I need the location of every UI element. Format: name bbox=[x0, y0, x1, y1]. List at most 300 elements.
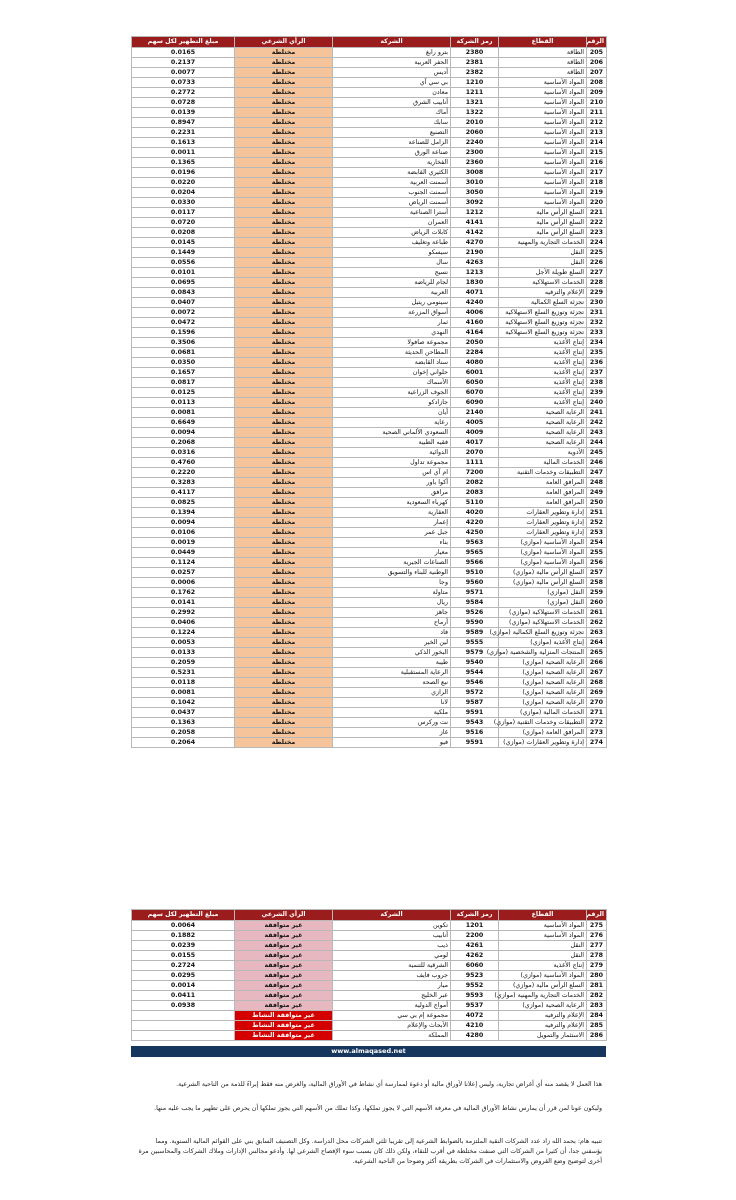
row-number: 236 bbox=[587, 358, 607, 368]
row-opinion: مختلطة bbox=[235, 628, 333, 638]
row-amount bbox=[132, 1021, 235, 1031]
row-code: 9516 bbox=[451, 728, 499, 738]
purpose-note: وليكون عونا لمن قرر أن يمارس نشاط الأوراق المالية في معرفة الأسهم التي لا يجوز تملكها، وكذا تملك من الأسهم التي يجوز تملكها أن يحرص على تطهير ما يجب عليه منها. bbox=[154, 1105, 602, 1112]
row-amount: 0.0064 bbox=[132, 921, 235, 931]
table-row bbox=[132, 578, 607, 588]
row-sector: الطاقة bbox=[499, 48, 587, 58]
row-number: 275 bbox=[587, 921, 607, 931]
row-number: 243 bbox=[587, 428, 607, 438]
row-company: الشرقية للتنمية bbox=[333, 961, 451, 971]
row-sector: إنتاج الأغذية bbox=[499, 398, 587, 408]
table-row bbox=[132, 931, 607, 941]
row-opinion: مختلطة bbox=[235, 168, 333, 178]
row-opinion: غير متوافقة النشاط bbox=[235, 1011, 333, 1021]
row-opinion: مختلطة bbox=[235, 438, 333, 448]
row-company: العربية bbox=[333, 288, 451, 298]
row-company: إعمار bbox=[333, 518, 451, 528]
row-sector: الرعاية الصحية (موازي) bbox=[499, 658, 587, 668]
table-row bbox=[132, 568, 607, 578]
row-company: أسواق المزرعة bbox=[333, 308, 451, 318]
table-row bbox=[132, 388, 607, 398]
row-number: 250 bbox=[587, 498, 607, 508]
table-row bbox=[132, 438, 607, 448]
row-code: 9526 bbox=[451, 608, 499, 618]
row-opinion: مختلطة bbox=[235, 58, 333, 68]
row-number: 278 bbox=[587, 951, 607, 961]
row-number: 225 bbox=[587, 248, 607, 258]
row-opinion: مختلطة bbox=[235, 488, 333, 498]
table-row bbox=[132, 538, 607, 548]
table-row bbox=[132, 168, 607, 178]
row-code: 9593 bbox=[451, 991, 499, 1001]
row-sector: تجزئة وتوزيع السلع الاستهلاكية bbox=[499, 328, 587, 338]
row-sector: تجزئة وتوزيع السلع الاستهلاكية bbox=[499, 318, 587, 328]
row-amount: 0.0081 bbox=[132, 408, 235, 418]
row-company: ملكية bbox=[333, 708, 451, 718]
row-sector: المواد الأساسية bbox=[499, 158, 587, 168]
important-note: تنبيه هام: بحمد الله زاد عدد الشركات النقية الملتزمة بالضوابط الشرعية إلى تقريبا ثلثي الشركات محل الدراسة. وكل التصنيف السابق بني على القوائم المالية السنوية. ومما يؤسفني جدا، أن كثيرا من الشركات التي صنفت مختلطة في أقرب للنقاء، ولكن ذلك كان بسبب سوء الإفصاح الشرعي لها. وأدعو مجالس الإدارات وملاك الشركات والمحاسبين مرة أخرى لتوضيح وضع القروض والاستثمارات في الشركات بطريقة أكثر وضوحا من الناحية الشرعية. bbox=[138, 1138, 602, 1165]
row-company: الوطنية للبناء والتسويق bbox=[333, 568, 451, 578]
row-opinion: مختلطة bbox=[235, 338, 333, 348]
row-amount: 0.0196 bbox=[132, 168, 235, 178]
row-number: 256 bbox=[587, 558, 607, 568]
row-company: بترو رابغ bbox=[333, 48, 451, 58]
row-company: أنابيب الشرق bbox=[333, 98, 451, 108]
row-number: 240 bbox=[587, 398, 607, 408]
row-opinion: مختلطة bbox=[235, 648, 333, 658]
row-code: 4020 bbox=[451, 508, 499, 518]
row-code: 2200 bbox=[451, 931, 499, 941]
row-number: 269 bbox=[587, 688, 607, 698]
row-company: ذيب bbox=[333, 941, 451, 951]
row-number: 234 bbox=[587, 338, 607, 348]
table-row bbox=[132, 88, 607, 98]
row-amount: 0.0733 bbox=[132, 78, 235, 88]
row-code: 1201 bbox=[451, 921, 499, 931]
row-sector: المواد الأساسية bbox=[499, 138, 587, 148]
row-opinion: مختلطة bbox=[235, 618, 333, 628]
row-company: غاز bbox=[333, 728, 451, 738]
row-sector: إدارة وتطوير العقارات bbox=[499, 508, 587, 518]
table-row bbox=[132, 418, 607, 428]
row-number: 242 bbox=[587, 418, 607, 428]
row-company: جاهز bbox=[333, 608, 451, 618]
row-number: 217 bbox=[587, 168, 607, 178]
row-code: 1212 bbox=[451, 208, 499, 218]
row-number: 231 bbox=[587, 308, 607, 318]
row-code: 2070 bbox=[451, 448, 499, 458]
table-row bbox=[132, 468, 607, 478]
row-opinion: مختلطة bbox=[235, 358, 333, 368]
row-sector: إنتاج الأغذية bbox=[499, 338, 587, 348]
row-number: 222 bbox=[587, 218, 607, 228]
row-company: الفخارية bbox=[333, 158, 451, 168]
row-code: 9523 bbox=[451, 971, 499, 981]
row-amount: 0.0695 bbox=[132, 278, 235, 288]
row-company: لين الخير bbox=[333, 638, 451, 648]
table-row bbox=[132, 698, 607, 708]
table-row bbox=[132, 508, 607, 518]
row-amount: 0.0239 bbox=[132, 941, 235, 951]
row-code: 1830 bbox=[451, 278, 499, 288]
row-amount: 0.0208 bbox=[132, 228, 235, 238]
table-row bbox=[132, 428, 607, 438]
row-sector: الرعاية الصحية (موازي) bbox=[499, 668, 587, 678]
row-amount: 0.1449 bbox=[132, 248, 235, 258]
row-opinion: مختلطة bbox=[235, 718, 333, 728]
row-number: 235 bbox=[587, 348, 607, 358]
row-code: 9546 bbox=[451, 678, 499, 688]
table-row bbox=[132, 528, 607, 538]
row-company: مجموعة إم بي سي bbox=[333, 1011, 451, 1021]
row-company: الكثيري القابضة bbox=[333, 168, 451, 178]
header-sector: القطاع bbox=[499, 910, 587, 921]
row-amount: 0.0053 bbox=[132, 638, 235, 648]
row-company: ريال bbox=[333, 598, 451, 608]
row-code: 9589 bbox=[451, 628, 499, 638]
row-company: ام آي اس bbox=[333, 468, 451, 478]
row-number: 282 bbox=[587, 991, 607, 1001]
row-opinion: مختلطة bbox=[235, 728, 333, 738]
row-number: 272 bbox=[587, 718, 607, 728]
row-number: 286 bbox=[587, 1031, 607, 1041]
row-sector: المواد الأساسية (موازي) bbox=[499, 548, 587, 558]
row-sector: الرعاية الصحية bbox=[499, 408, 587, 418]
row-code: 4071 bbox=[451, 288, 499, 298]
row-code: 2190 bbox=[451, 248, 499, 258]
row-opinion: مختلطة bbox=[235, 88, 333, 98]
row-amount: 0.0556 bbox=[132, 258, 235, 268]
row-sector: الخدمات التجارية والمهنية bbox=[499, 238, 587, 248]
table-row bbox=[132, 628, 607, 638]
row-sector: الخدمات التجارية والمهنية (موازي) bbox=[499, 991, 587, 1001]
row-sector: المواد الأساسية bbox=[499, 128, 587, 138]
row-code: 4250 bbox=[451, 528, 499, 538]
row-amount: 0.0072 bbox=[132, 308, 235, 318]
table-row bbox=[132, 981, 607, 991]
row-sector: الرعاية الصحية (موازي) bbox=[499, 678, 587, 688]
row-code: 2060 bbox=[451, 128, 499, 138]
table-row bbox=[132, 268, 607, 278]
row-company: الجوف الزراعية bbox=[333, 388, 451, 398]
row-company: لانا bbox=[333, 698, 451, 708]
row-number: 276 bbox=[587, 931, 607, 941]
row-amount: 0.3506 bbox=[132, 338, 235, 348]
row-number: 284 bbox=[587, 1011, 607, 1021]
row-company: أنابيب bbox=[333, 931, 451, 941]
row-number: 213 bbox=[587, 128, 607, 138]
row-number: 226 bbox=[587, 258, 607, 268]
row-opinion: مختلطة bbox=[235, 498, 333, 508]
row-number: 245 bbox=[587, 448, 607, 458]
row-amount: 0.1762 bbox=[132, 588, 235, 598]
row-sector: المواد الأساسية bbox=[499, 98, 587, 108]
row-code: 1321 bbox=[451, 98, 499, 108]
row-amount: 0.0094 bbox=[132, 518, 235, 528]
row-amount: 0.0350 bbox=[132, 358, 235, 368]
row-sector: الخدمات المالية bbox=[499, 458, 587, 468]
row-sector: الطاقة bbox=[499, 58, 587, 68]
row-sector: الرعاية الصحية bbox=[499, 438, 587, 448]
row-code: 2082 bbox=[451, 478, 499, 488]
row-amount: 0.1224 bbox=[132, 628, 235, 638]
row-amount: 0.0406 bbox=[132, 618, 235, 628]
row-sector: السلع الرأس مالية bbox=[499, 208, 587, 218]
row-amount: 0.0011 bbox=[132, 148, 235, 158]
row-amount: 0.2231 bbox=[132, 128, 235, 138]
table-row bbox=[132, 328, 607, 338]
row-amount: 0.0720 bbox=[132, 218, 235, 228]
row-code: 2050 bbox=[451, 338, 499, 348]
row-sector: المواد الأساسية bbox=[499, 108, 587, 118]
table-row bbox=[132, 158, 607, 168]
row-number: 260 bbox=[587, 598, 607, 608]
row-sector: الإعلام والترفيه bbox=[499, 288, 587, 298]
row-amount: 0.1394 bbox=[132, 508, 235, 518]
row-company: الرازي bbox=[333, 688, 451, 698]
row-company: أسمنت العربية bbox=[333, 178, 451, 188]
row-opinion: مختلطة bbox=[235, 178, 333, 188]
row-opinion: مختلطة bbox=[235, 278, 333, 288]
row-code: 9572 bbox=[451, 688, 499, 698]
row-amount: 0.0411 bbox=[132, 991, 235, 1001]
row-opinion: مختلطة bbox=[235, 638, 333, 648]
table-row bbox=[132, 68, 607, 78]
row-opinion: مختلطة bbox=[235, 538, 333, 548]
header-opinion: الرأي الشرعي bbox=[235, 910, 333, 921]
row-opinion: مختلطة bbox=[235, 598, 333, 608]
row-code: 6090 bbox=[451, 398, 499, 408]
row-amount: 0.0407 bbox=[132, 298, 235, 308]
row-amount: 0.0019 bbox=[132, 538, 235, 548]
table-row bbox=[132, 218, 607, 228]
row-company: أديس bbox=[333, 68, 451, 78]
table-row bbox=[132, 58, 607, 68]
row-amount: 0.0155 bbox=[132, 951, 235, 961]
row-code: 2382 bbox=[451, 68, 499, 78]
row-opinion: غير متوافقة bbox=[235, 931, 333, 941]
row-company: طيبة bbox=[333, 658, 451, 668]
row-amount bbox=[132, 1011, 235, 1021]
row-opinion: مختلطة bbox=[235, 398, 333, 408]
row-opinion: مختلطة bbox=[235, 198, 333, 208]
row-company: جبل عمر bbox=[333, 528, 451, 538]
row-number: 219 bbox=[587, 188, 607, 198]
table-row bbox=[132, 358, 607, 368]
row-sector: السلع الرأس مالية (موازي) bbox=[499, 568, 587, 578]
row-code: 2140 bbox=[451, 408, 499, 418]
row-amount: 0.1042 bbox=[132, 698, 235, 708]
table-row bbox=[132, 638, 607, 648]
row-company: التصنيع bbox=[333, 128, 451, 138]
row-number: 274 bbox=[587, 738, 607, 748]
row-amount: 0.2137 bbox=[132, 58, 235, 68]
row-amount: 0.0472 bbox=[132, 318, 235, 328]
row-opinion: غير متوافقة bbox=[235, 971, 333, 981]
row-code: 9579 bbox=[451, 648, 499, 658]
table-row bbox=[132, 208, 607, 218]
row-sector: الأدوية bbox=[499, 448, 587, 458]
row-number: 249 bbox=[587, 488, 607, 498]
row-amount: 0.2220 bbox=[132, 468, 235, 478]
row-sector: الخدمات المالية (موازي) bbox=[499, 708, 587, 718]
row-code: 4141 bbox=[451, 218, 499, 228]
row-sector: إنتاج الأغذية bbox=[499, 961, 587, 971]
row-company: مجموعة صافولا bbox=[333, 338, 451, 348]
table-row bbox=[132, 148, 607, 158]
row-number: 271 bbox=[587, 708, 607, 718]
row-sector: تجزئة وتوزيع السلع الكمالية (موازي) bbox=[499, 628, 587, 638]
row-opinion: مختلطة bbox=[235, 678, 333, 688]
row-number: 220 bbox=[587, 198, 607, 208]
row-amount: 0.0117 bbox=[132, 208, 235, 218]
table-row bbox=[132, 608, 607, 618]
table-row bbox=[132, 308, 607, 318]
row-code: 4164 bbox=[451, 328, 499, 338]
table-row bbox=[132, 558, 607, 568]
row-code: 9591 bbox=[451, 708, 499, 718]
row-opinion: مختلطة bbox=[235, 108, 333, 118]
row-amount: 0.4760 bbox=[132, 458, 235, 468]
row-sector: المواد الأساسية bbox=[499, 148, 587, 158]
row-opinion: مختلطة bbox=[235, 98, 333, 108]
row-sector: النقل bbox=[499, 258, 587, 268]
row-number: 270 bbox=[587, 698, 607, 708]
row-opinion: مختلطة bbox=[235, 708, 333, 718]
table-row bbox=[132, 728, 607, 738]
row-amount: 0.0295 bbox=[132, 971, 235, 981]
row-sector: المواد الأساسية (موازي) bbox=[499, 538, 587, 548]
row-amount: 0.0141 bbox=[132, 598, 235, 608]
row-sector: المرافق العامة bbox=[499, 488, 587, 498]
table-row bbox=[132, 1011, 607, 1021]
row-number: 255 bbox=[587, 548, 607, 558]
row-code: 5110 bbox=[451, 498, 499, 508]
row-company: لجام للرياضة bbox=[333, 278, 451, 288]
website-footer: www.almaqased.net bbox=[131, 1046, 606, 1057]
header-code: رمز الشركة bbox=[451, 37, 499, 48]
row-amount: 0.2068 bbox=[132, 438, 235, 448]
table-row bbox=[132, 108, 607, 118]
row-amount: 0.0118 bbox=[132, 678, 235, 688]
row-code: 2240 bbox=[451, 138, 499, 148]
row-sector: إنتاج الأغذية (موازي) bbox=[499, 638, 587, 648]
row-company: ثمار bbox=[333, 318, 451, 328]
mixed-companies-table bbox=[131, 36, 607, 748]
row-company: الصناعات الجيرية bbox=[333, 558, 451, 568]
row-number: 205 bbox=[587, 48, 607, 58]
row-code: 4006 bbox=[451, 308, 499, 318]
row-number: 229 bbox=[587, 288, 607, 298]
row-opinion: مختلطة bbox=[235, 698, 333, 708]
row-company: أماك bbox=[333, 108, 451, 118]
row-amount: 0.1613 bbox=[132, 138, 235, 148]
header-num: الرقم bbox=[587, 37, 607, 48]
row-company: سابك bbox=[333, 118, 451, 128]
row-code: 1211 bbox=[451, 88, 499, 98]
row-amount: 0.0077 bbox=[132, 68, 235, 78]
row-company: سال bbox=[333, 258, 451, 268]
row-opinion: مختلطة bbox=[235, 298, 333, 308]
table-row bbox=[132, 991, 607, 1001]
table-row bbox=[132, 708, 607, 718]
table-row bbox=[132, 248, 607, 258]
row-code: 4017 bbox=[451, 438, 499, 448]
row-opinion: مختلطة bbox=[235, 218, 333, 228]
table-row bbox=[132, 78, 607, 88]
row-amount: 0.1657 bbox=[132, 368, 235, 378]
row-opinion: مختلطة bbox=[235, 548, 333, 558]
row-code: 3092 bbox=[451, 198, 499, 208]
table-row bbox=[132, 318, 607, 328]
row-company: عبر الخليج bbox=[333, 991, 451, 1001]
row-sector: السلع طويلة الأجل bbox=[499, 268, 587, 278]
row-code: 9537 bbox=[451, 1001, 499, 1011]
row-number: 230 bbox=[587, 298, 607, 308]
row-number: 224 bbox=[587, 238, 607, 248]
row-code: 6060 bbox=[451, 961, 499, 971]
row-number: 254 bbox=[587, 538, 607, 548]
row-company: الزامل للصناعة bbox=[333, 138, 451, 148]
row-company: السعودي الألماني الصحية bbox=[333, 428, 451, 438]
row-amount: 0.0106 bbox=[132, 528, 235, 538]
row-amount: 0.2064 bbox=[132, 738, 235, 748]
row-opinion: غير متوافقة bbox=[235, 981, 333, 991]
row-opinion: مختلطة bbox=[235, 658, 333, 668]
row-code: 9560 bbox=[451, 578, 499, 588]
table-row bbox=[132, 588, 607, 598]
row-opinion: مختلطة bbox=[235, 558, 333, 568]
table-row bbox=[132, 961, 607, 971]
row-sector: المواد الأساسية bbox=[499, 78, 587, 88]
row-opinion: مختلطة bbox=[235, 68, 333, 78]
row-opinion: مختلطة bbox=[235, 118, 333, 128]
row-sector: إدارة وتطوير العقارات bbox=[499, 528, 587, 538]
row-number: 212 bbox=[587, 118, 607, 128]
row-number: 273 bbox=[587, 728, 607, 738]
table-row bbox=[132, 138, 607, 148]
row-opinion: مختلطة bbox=[235, 528, 333, 538]
row-number: 244 bbox=[587, 438, 607, 448]
row-opinion: غير متوافقة bbox=[235, 991, 333, 1001]
row-amount: 0.5231 bbox=[132, 668, 235, 678]
row-opinion: مختلطة bbox=[235, 408, 333, 418]
row-opinion: مختلطة bbox=[235, 48, 333, 58]
row-amount: 0.2772 bbox=[132, 88, 235, 98]
row-code: 3008 bbox=[451, 168, 499, 178]
row-code: 9587 bbox=[451, 698, 499, 708]
row-code: 9540 bbox=[451, 658, 499, 668]
row-company: الدوائية bbox=[333, 448, 451, 458]
row-sector: الاستثمار والتمويل bbox=[499, 1031, 587, 1041]
row-amount: 0.0006 bbox=[132, 578, 235, 588]
row-number: 246 bbox=[587, 458, 607, 468]
row-sector: السلع الرأس مالية (موازي) bbox=[499, 981, 587, 991]
row-opinion: مختلطة bbox=[235, 308, 333, 318]
table-row bbox=[132, 618, 607, 628]
row-number: 251 bbox=[587, 508, 607, 518]
row-opinion: مختلطة bbox=[235, 568, 333, 578]
row-opinion: مختلطة bbox=[235, 738, 333, 748]
row-sector: الرعاية الصحية (موازي) bbox=[499, 1001, 587, 1011]
row-company: فقيه الطبية bbox=[333, 438, 451, 448]
table-row bbox=[132, 178, 607, 188]
table-row bbox=[132, 278, 607, 288]
row-opinion: مختلطة bbox=[235, 458, 333, 468]
row-code: 9584 bbox=[451, 598, 499, 608]
row-company: أكوا باور bbox=[333, 478, 451, 488]
row-number: 218 bbox=[587, 178, 607, 188]
